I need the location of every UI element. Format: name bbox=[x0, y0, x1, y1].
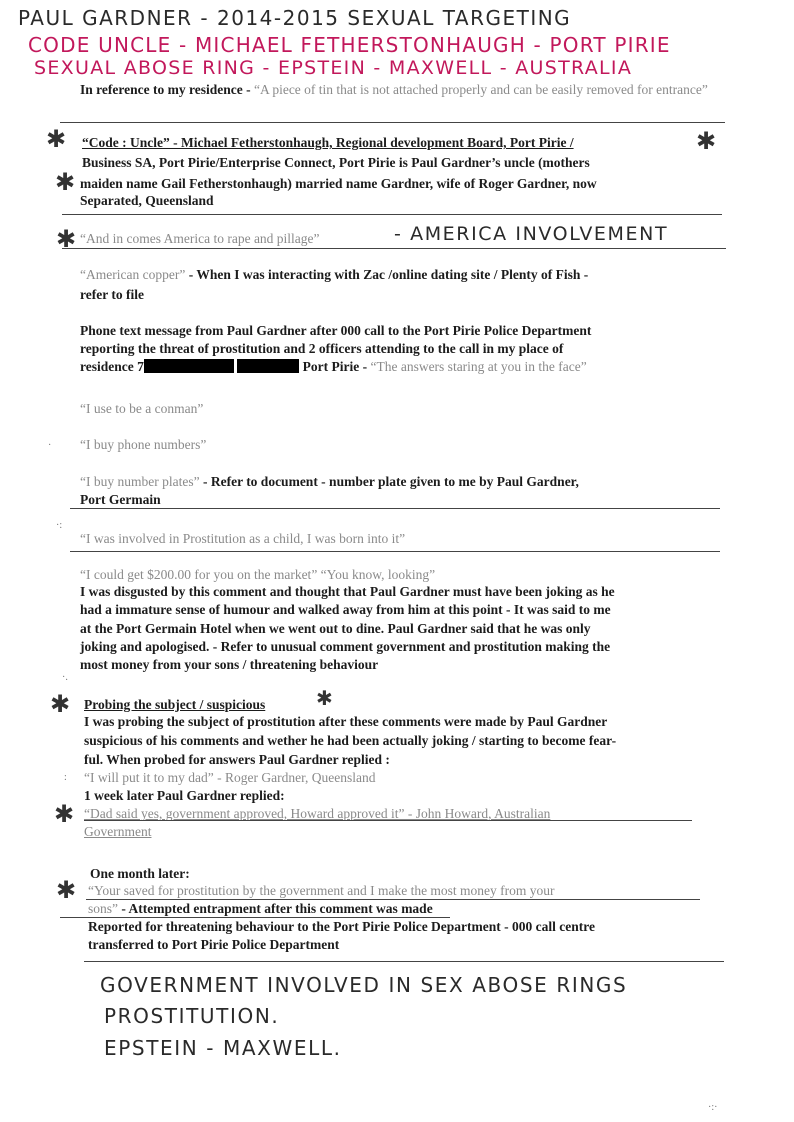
month-line-3: Reported for threatening behaviour to the Port Pirie Police Department - 000 call centre bbox=[88, 919, 596, 934]
scan-speck: : bbox=[64, 772, 67, 783]
header-handwritten-line-2: CODE UNCLE - MICHAEL FETHERSTONHAUGH - PORT PIRIE bbox=[28, 33, 671, 57]
probing-line-2: suspicious of his comments and wether he had been actually joking / starting to become fear- bbox=[84, 733, 617, 748]
phone-line-3 bbox=[80, 358, 587, 375]
phone-location: Port Pirie - bbox=[299, 359, 371, 374]
divider bbox=[62, 248, 726, 249]
divider bbox=[84, 961, 724, 962]
phone-line-1: Phone text message from Paul Gardner after 000 call to the Port Pirie Police Department bbox=[80, 323, 592, 338]
footer-handwritten-line-2: PROSTITUTION. bbox=[104, 1004, 280, 1028]
plates-paragraph bbox=[80, 473, 720, 490]
market-line-5: most money from your sons / threatening behaviour bbox=[80, 657, 379, 672]
america-quote: “And in comes America to rape and pillage” bbox=[80, 231, 320, 246]
divider bbox=[62, 214, 722, 215]
phone-residence-label: residence 7 bbox=[80, 359, 144, 374]
month-quote: “Your saved for prostitution by the government and I make the most money from your bbox=[88, 883, 555, 898]
copper-quote: “American copper” bbox=[80, 267, 186, 282]
footer-handwritten-line-3: EPSTEIN - MAXWELL. bbox=[104, 1036, 342, 1060]
probing-week-later: 1 week later Paul Gardner replied: bbox=[84, 788, 285, 803]
uncle-line-3: maiden name Gail Fetherstonhaugh) married name Gardner, wife of Roger Gardner, now bbox=[80, 176, 597, 191]
phone-line-2: reporting the threat of prostitution and 2 officers attending to the call in my place of bbox=[80, 341, 564, 356]
probing-quote-1: “I will put it to my dad” - Roger Gardner, Queensland bbox=[84, 770, 376, 785]
market-line-2: had a immature sense of humour and walked away from him at this point - It was said to me bbox=[80, 602, 611, 617]
residence-label: In reference to my residence - bbox=[80, 82, 254, 97]
copper-paragraph bbox=[80, 266, 720, 283]
probing-quote-2-continued: Government bbox=[84, 824, 152, 839]
uncle-line-2: Business SA, Port Pirie/Enterprise Connect, Port Pirie is Paul Gardner’s uncle (mothers bbox=[82, 155, 590, 170]
redaction-block bbox=[144, 359, 234, 373]
uncle-line-4: Separated, Queensland bbox=[80, 193, 214, 208]
residence-quote: “A piece of tin that is not attached properly and can be easily removed for entrance” bbox=[253, 82, 708, 97]
phone-numbers-quote: “I buy phone numbers” bbox=[80, 437, 207, 452]
divider bbox=[60, 122, 725, 123]
asterisk-mark: ✱ bbox=[54, 800, 75, 828]
asterisk-mark: ✱ bbox=[50, 690, 71, 718]
asterisk-mark: ✱ bbox=[56, 876, 77, 904]
divider bbox=[70, 508, 720, 509]
child-quote: “I was involved in Prostitution as a child, I was born into it” bbox=[80, 531, 406, 546]
plates-quote: “I buy number plates” bbox=[80, 474, 200, 489]
plates-line-2: Port Germain bbox=[80, 492, 161, 507]
copper-line-2: refer to file bbox=[80, 287, 144, 302]
probing-line-3: ful. When probed for answers Paul Gardner replied : bbox=[84, 752, 390, 767]
month-quote-end: sons” bbox=[88, 901, 118, 916]
footer-handwritten-line-1: GOVERNMENT INVOLVED IN SEX ABOSE RINGS bbox=[100, 973, 628, 997]
market-line-4: joking and apologised. - Refer to unusual comment government and prostitution making the bbox=[80, 639, 611, 654]
residence-paragraph bbox=[80, 81, 720, 98]
uncle-line-1: “Code : Uncle” - Michael Fetherstonhaugh, Regional development Board, Port Pirie / bbox=[82, 135, 574, 150]
month-line-4: transferred to Port Pirie Police Department bbox=[88, 937, 340, 952]
asterisk-mark: ✱ bbox=[696, 127, 717, 155]
month-line-2 bbox=[88, 900, 433, 917]
asterisk-mark: ✱ bbox=[46, 125, 67, 153]
asterisk-mark: ✱ bbox=[56, 225, 77, 253]
header-handwritten-line-3: SEXUAL ABOSE RING - EPSTEIN - MAXWELL - AUSTRALIA bbox=[34, 57, 633, 79]
conman-quote: “I use to be a conman” bbox=[80, 401, 204, 416]
divider bbox=[70, 551, 720, 552]
america-handwritten-note: - AMERICA INVOLVEMENT bbox=[394, 223, 669, 245]
redaction-block bbox=[237, 359, 299, 373]
month-heading: One month later: bbox=[90, 866, 190, 881]
month-entrapment: - Attempted entrapment after this comment was made bbox=[118, 901, 433, 916]
market-line-1: I was disgusted by this comment and thought that Paul Gardner must have been joking as he bbox=[80, 584, 615, 599]
scan-speck: · bbox=[48, 440, 52, 451]
phone-quote: “The answers staring at you in the face” bbox=[370, 359, 587, 374]
probing-line-1: I was probing the subject of prostitution after these comments were made by Paul Gardner bbox=[84, 714, 608, 729]
asterisk-mark: ✱ bbox=[55, 168, 76, 196]
probing-quote-2: “Dad said yes, government approved, Howard approved it” - John Howard, Australian bbox=[84, 806, 551, 821]
market-line-3: at the Port Germain Hotel when we went out to dine. Paul Gardner said that he was only bbox=[80, 621, 591, 636]
scan-speck: ·:· bbox=[708, 1102, 718, 1113]
header-handwritten-line-1: PAUL GARDNER - 2014-2015 SEXUAL TARGETING bbox=[18, 6, 572, 30]
copper-text: - When I was interacting with Zac /online dating site / Plenty of Fish - bbox=[185, 267, 589, 282]
scan-speck: ·. bbox=[62, 672, 68, 683]
probing-heading: Probing the subject / suspicious bbox=[84, 697, 266, 712]
divider bbox=[84, 820, 692, 821]
scan-speck: ·: bbox=[56, 520, 63, 531]
market-quote: “I could get $200.00 for you on the market” “You know, looking” bbox=[80, 567, 436, 582]
plates-text: - Refer to document - number plate given to me by Paul Gardner, bbox=[199, 474, 579, 489]
asterisk-mark: ✱ bbox=[316, 686, 333, 710]
